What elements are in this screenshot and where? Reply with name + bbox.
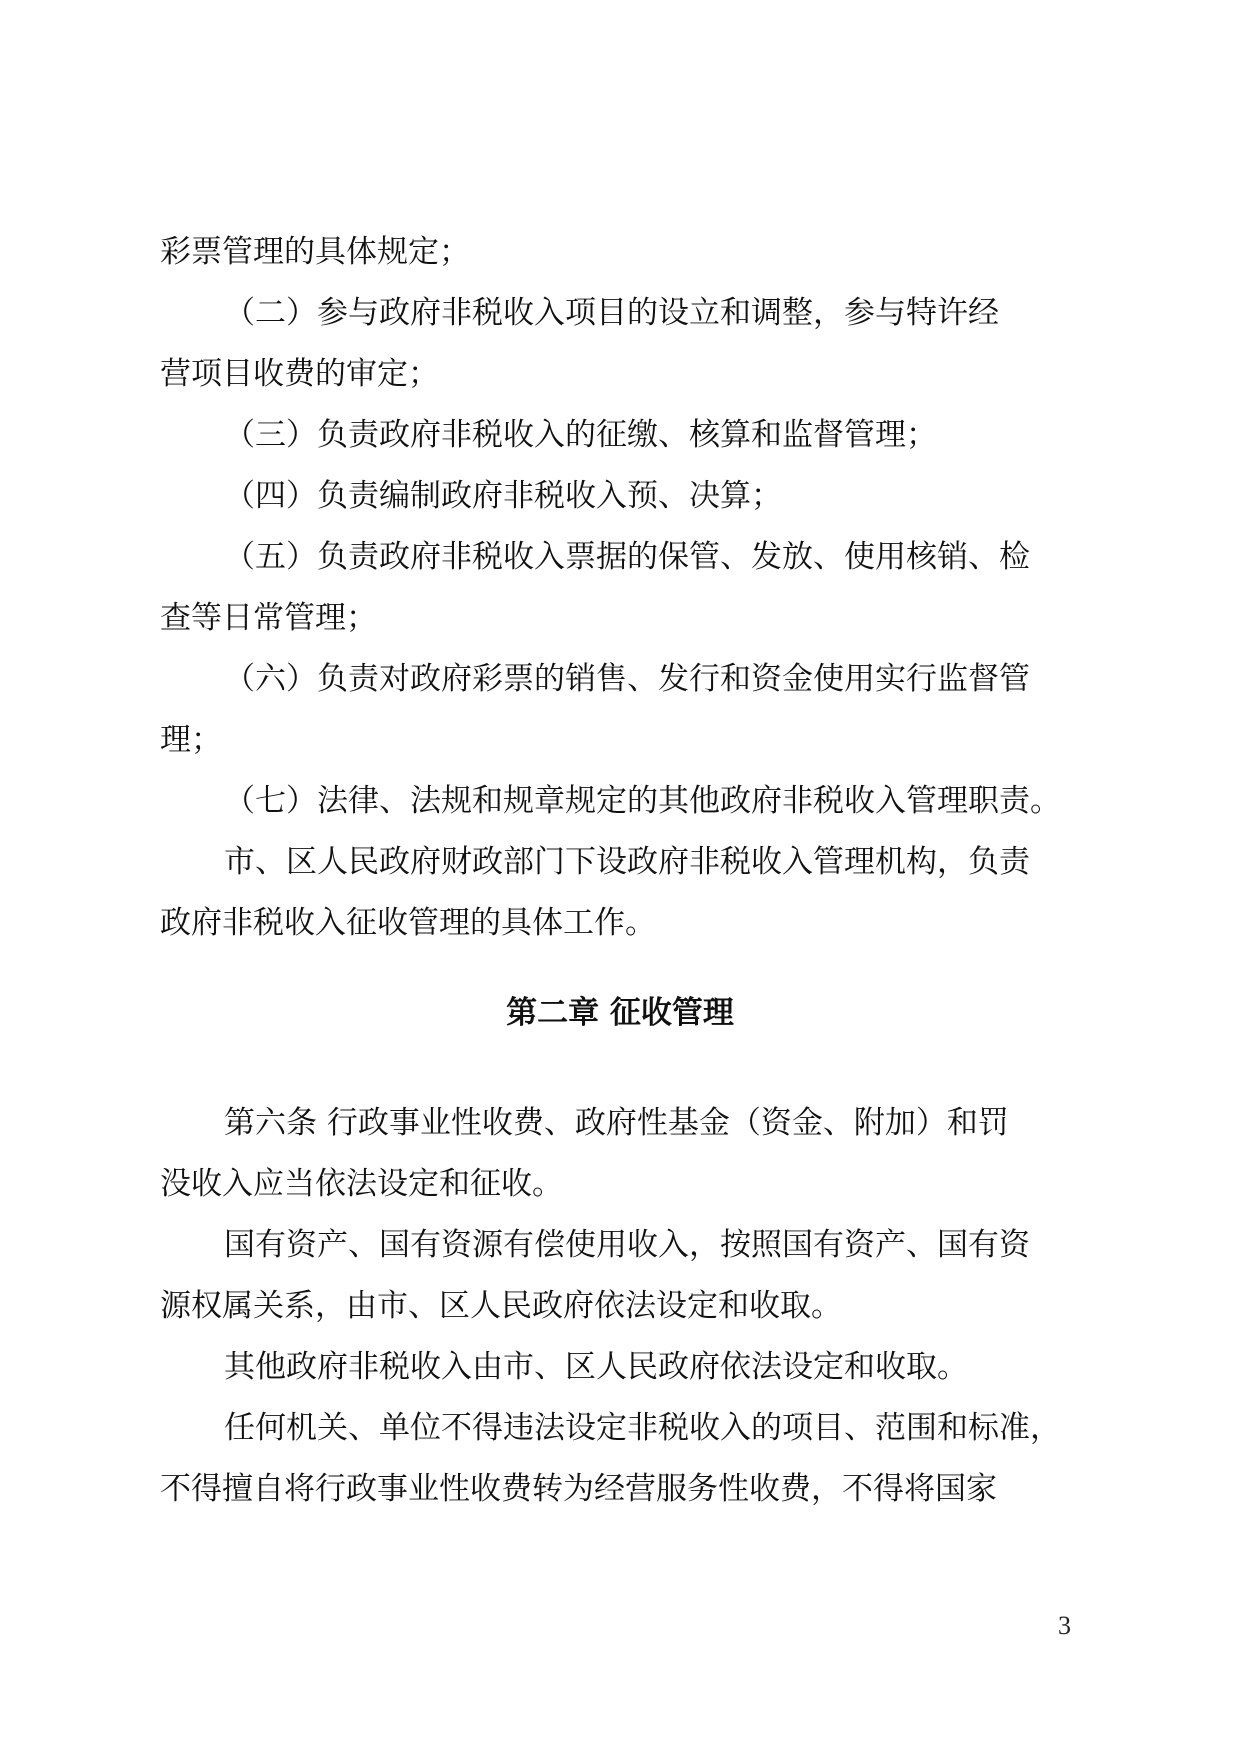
article-line: 其他政府非税收入由市、区人民政府依法设定和收取。 (224, 1349, 968, 1385)
chapter-heading: 第二章 征收管理 (506, 995, 734, 1031)
paragraph-line: （六）负责对政府彩票的销售、发行和资金使用实行监督管 (224, 661, 1030, 697)
paragraph-line: 营项目收费的审定； (160, 356, 439, 392)
paragraph-line: 查等日常管理； (160, 600, 377, 636)
paragraph-line: 理； (160, 722, 222, 758)
paragraph-line: （七）法律、法规和规章规定的其他政府非税收入管理职责。 (224, 783, 1061, 819)
paragraph-line: （五）负责政府非税收入票据的保管、发放、使用核销、检 (224, 539, 1030, 575)
article-line: 没收入应当依法设定和征收。 (160, 1166, 563, 1202)
article-line: 任何机关、单位不得违法设定非税收入的项目、范围和标准， (224, 1410, 1061, 1446)
paragraph-line: 市、区人民政府财政部门下设政府非税收入管理机构，负责 (224, 844, 1030, 880)
page-number: 3 (1058, 1611, 1071, 1640)
paragraph-line: （二）参与政府非税收入项目的设立和调整，参与特许经 (224, 295, 999, 331)
paragraph-line: （三）负责政府非税收入的征缴、核算和监督管理； (224, 417, 937, 453)
article-line: 源权属关系，由市、区人民政府依法设定和收取。 (160, 1288, 842, 1324)
paragraph-line: （四）负责编制政府非税收入预、决算； (224, 478, 782, 514)
paragraph-line: 政府非税收入征收管理的具体工作。 (160, 905, 656, 941)
article-line: 第六条 行政事业性收费、政府性基金（资金、附加）和罚 (224, 1105, 1009, 1141)
document-body (160, 222, 1080, 1520)
article-line: 国有资产、国有资源有偿使用收入，按照国有资产、国有资 (224, 1227, 1030, 1263)
paragraph-line: 彩票管理的具体规定； (160, 234, 470, 270)
article-line: 不得擅自将行政事业性收费转为经营服务性收费，不得将国家 (160, 1471, 997, 1507)
